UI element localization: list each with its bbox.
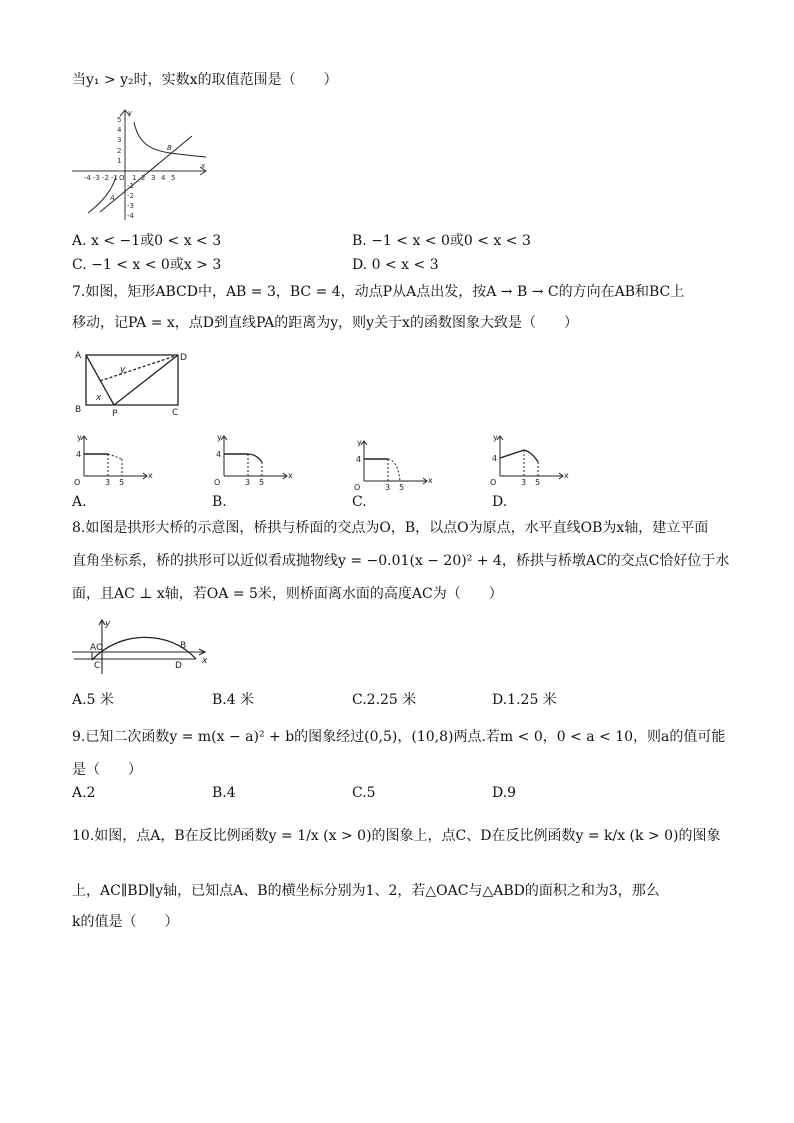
q7c-5: 5 bbox=[399, 483, 405, 492]
q6-xtick-neg2: -2 bbox=[102, 174, 109, 182]
q7b-x: x bbox=[288, 471, 293, 480]
q6-xtick-neg1: -1 bbox=[111, 174, 118, 182]
q6-ytick-5: 5 bbox=[117, 116, 122, 124]
q7a-o: O bbox=[74, 478, 81, 487]
q6-xtick-neg4: -4 bbox=[84, 174, 91, 182]
q8-option-b: B.4 米 bbox=[212, 692, 255, 708]
q6-ytick-neg2: -2 bbox=[127, 192, 134, 200]
q6-point-a: A bbox=[110, 194, 115, 202]
q6-axis-y: y bbox=[128, 109, 133, 117]
q8-label-b: B bbox=[180, 641, 187, 651]
q6-ytick-neg4: -4 bbox=[127, 212, 134, 220]
q6-ytick-3: 3 bbox=[117, 136, 122, 144]
q7c-o: O bbox=[354, 483, 361, 492]
q9-option-a: A.2 bbox=[72, 785, 96, 801]
q8-label-c: C bbox=[94, 661, 101, 671]
q6-ytick-4: 4 bbox=[117, 126, 122, 134]
q9-line1: 9.已知二次函数y = m(x − a)² + b的图象经过(0,5)，(10,8)两点.若m < 0，0 < a < 10，则a的值可能 bbox=[72, 729, 726, 745]
q10-line3: k的值是（ ） bbox=[72, 914, 179, 930]
q6-option-b: B. −1 < x < 0或0 < x < 3 bbox=[352, 233, 531, 249]
q7a-5: 5 bbox=[119, 478, 125, 487]
q7-graph-c bbox=[352, 437, 442, 492]
q7d-x: x bbox=[564, 471, 569, 480]
q8-line2: 直角坐标系，桥的拱形可以近似看成抛物线y = −0.01(x − 20)² + 4，桥拱与桥墩AC的交点C恰好位于水 bbox=[72, 553, 730, 569]
q7a-3: 3 bbox=[105, 478, 111, 487]
q7a-y: y bbox=[77, 433, 82, 442]
q6-option-d: D. 0 < x < 3 bbox=[352, 257, 439, 273]
q7c-4: 4 bbox=[356, 455, 362, 464]
q7-label-b: B bbox=[75, 405, 82, 415]
q9-option-d: D.9 bbox=[492, 785, 517, 801]
q7d-3: 3 bbox=[521, 478, 527, 487]
q7d-y: y bbox=[493, 433, 498, 442]
q7d-o: O bbox=[490, 478, 497, 487]
q7-choice-c: C. bbox=[352, 494, 367, 510]
q9-option-b: B.4 bbox=[212, 785, 236, 801]
q6-ytick-neg3: -3 bbox=[127, 202, 134, 210]
q6-xtick-neg3: -3 bbox=[93, 174, 100, 182]
q8-line3: 面，且AC ⊥ x轴，若OA = 5米，则桥面离水面的高度AC为（ ） bbox=[72, 586, 503, 602]
q7a-4: 4 bbox=[76, 450, 82, 459]
q7c-y: y bbox=[357, 438, 362, 447]
q7-graph-a bbox=[72, 432, 162, 487]
q7-label-p: P bbox=[112, 409, 118, 419]
q6-point-b: B bbox=[167, 144, 172, 152]
q7-graph-b bbox=[212, 432, 302, 487]
q7d-5: 5 bbox=[535, 478, 541, 487]
q9-option-c: C.5 bbox=[352, 785, 376, 801]
q6-xtick-2: 2 bbox=[141, 174, 146, 182]
q7b-3: 3 bbox=[245, 478, 251, 487]
q8-label-x: x bbox=[202, 656, 208, 666]
q7b-5: 5 bbox=[259, 478, 265, 487]
q7c-x: x bbox=[428, 476, 433, 485]
q6-origin: O bbox=[119, 174, 125, 182]
q8-line1: 8.如图是拱形大桥的示意图，桥拱与桥面的交点为O，B，以点O为原点，水平直线OB为x轴，建立平面 bbox=[72, 520, 709, 536]
q10-line2: 上，AC∥BD∥y轴，已知点A、B的横坐标分别为1、2，若△OAC与△ABD的面积之和为3，那么 bbox=[72, 883, 660, 899]
q6-option-c: C. −1 < x < 0或x > 3 bbox=[72, 257, 222, 273]
q6-xtick-1: 1 bbox=[132, 174, 137, 182]
q6-xtick-5: 5 bbox=[171, 174, 176, 182]
q7-label-x: x bbox=[96, 393, 102, 403]
q8-label-y: y bbox=[105, 619, 111, 629]
q7d-4: 4 bbox=[492, 454, 498, 463]
q7-label-c: C bbox=[172, 408, 179, 418]
q7b-o: O bbox=[214, 478, 221, 487]
q6-ytick-1: 1 bbox=[117, 157, 122, 165]
q6-graph bbox=[70, 108, 210, 228]
q7-label-d: D bbox=[180, 353, 187, 363]
q6-ytick-2: 2 bbox=[117, 147, 122, 155]
q7-rectangle-figure bbox=[72, 348, 192, 418]
q7-label-a: A bbox=[75, 351, 82, 361]
q7-choice-d: D. bbox=[492, 494, 508, 510]
q8-label-ao: AO bbox=[90, 643, 104, 653]
q8-option-c: C.2.25 米 bbox=[352, 692, 417, 708]
q7b-y: y bbox=[217, 433, 222, 442]
q8-option-a: A.5 米 bbox=[72, 692, 114, 708]
q8-label-d: D bbox=[175, 661, 182, 671]
q8-bridge-figure bbox=[70, 618, 210, 678]
q9-line2: 是（ ） bbox=[72, 762, 142, 778]
q6-xtick-4: 4 bbox=[161, 174, 166, 182]
q7-line2: 移动，记PA = x，点D到直线PA的距离为y，则y关于x的函数图象大致是（ ） bbox=[72, 315, 578, 331]
q7-line1: 7.如图，矩形ABCD中，AB = 3，BC = 4，动点P从A点出发，按A → B → C的方向在AB和BC上 bbox=[72, 284, 685, 300]
q7a-x: x bbox=[148, 471, 153, 480]
q7-choice-b: B. bbox=[212, 494, 227, 510]
q8-option-d: D.1.25 米 bbox=[492, 692, 557, 708]
q7-label-y: y bbox=[120, 365, 126, 375]
q7-choice-a: A. bbox=[72, 494, 87, 510]
q6-option-a: A. x < −1或0 < x < 3 bbox=[72, 233, 222, 249]
q6-stem: 当y₁ > y₂时，实数x的取值范围是（ ） bbox=[72, 72, 338, 88]
q7c-3: 3 bbox=[385, 483, 391, 492]
q6-axis-x: x bbox=[201, 162, 206, 170]
q6-xtick-3: 3 bbox=[151, 174, 156, 182]
q6-ytick-neg1: -1 bbox=[127, 182, 134, 190]
q7-graph-d bbox=[488, 432, 578, 487]
q7b-4: 4 bbox=[216, 450, 222, 459]
q10-line1: 10.如图，点A，B在反比例函数y = 1/x (x > 0)的图象上，点C、D在反比例函数y = k/x (k > 0)的图象 bbox=[72, 828, 721, 844]
